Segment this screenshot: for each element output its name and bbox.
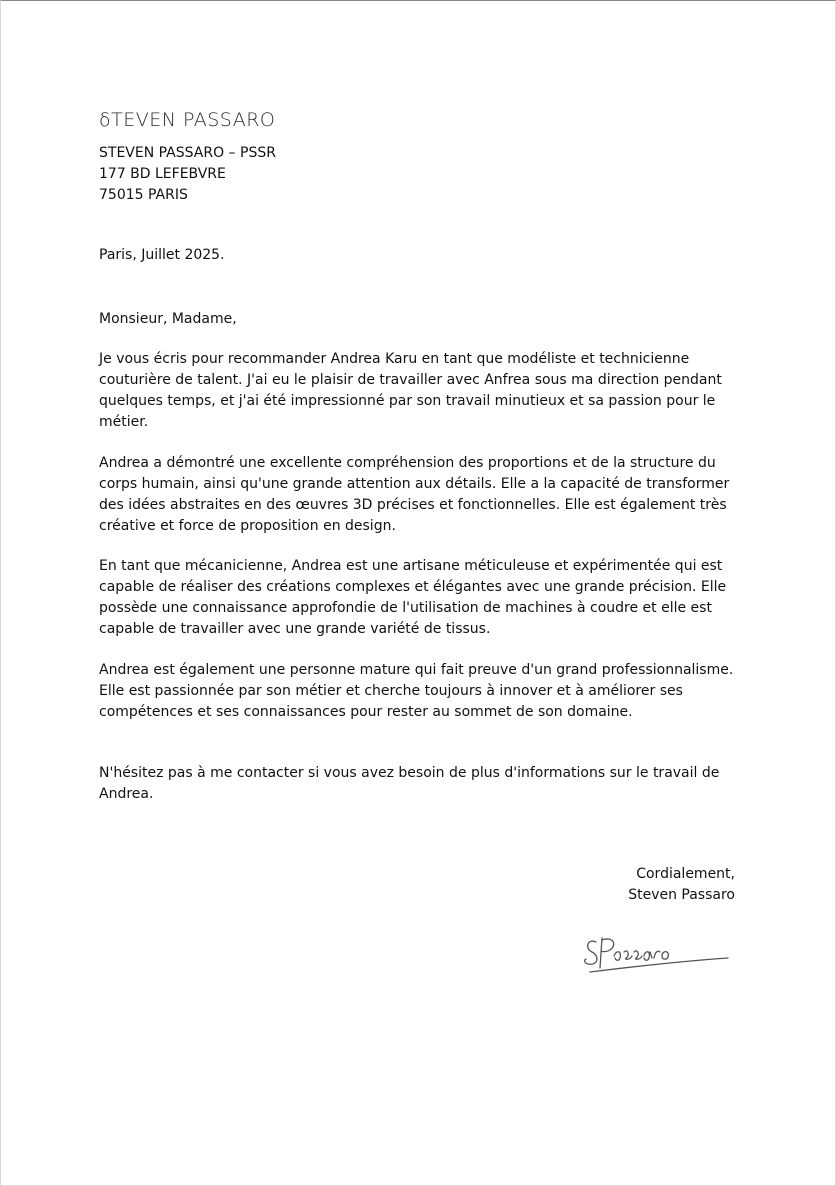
sender-city: 75015 PARIS (99, 187, 188, 203)
handwritten-signature-icon (582, 930, 732, 978)
salutation: Monsieur, Madame, (99, 311, 237, 327)
letterhead-brand: δTEVEN PASSARO (99, 109, 276, 131)
body-paragraph-5: N'hésitez pas à me contacter si vous avez besoin de plus d'informations sur le travail de Andrea. (99, 765, 720, 802)
letter-date: Paris, Juillet 2025. (99, 247, 225, 263)
body-paragraph-1: Je vous écris pour recommander Andrea Karu en tant que modéliste et technicienne couturière de talent. J'ai eu le plaisir de travailler avec Anfrea sous ma direction pendant quelques temps, et j'ai été impressionné par son travail minutieux et sa passion pour le métier. (99, 351, 722, 430)
body-paragraph-4: Andrea est également une personne mature qui fait preuve d'un grand professionnalisme. Elle est passionnée par son métier et cherche toujours à innover et à améliorer ses compétences et ses connaissances pour rester au sommet de son domaine. (99, 662, 734, 720)
sender-street: 177 BD LEFEBVRE (99, 166, 226, 182)
body-paragraph-2: Andrea a démontré une excellente compréhension des proportions et de la structure du corps humain, ainsi qu'une grande attention aux détails. Elle a la capacité de transformer des idées abstraites en des œuvres 3D précises et fonctionnelles. Elle est également très créative et force de proposition en design. (99, 455, 730, 534)
sender-name-line: STEVEN PASSARO – PSSR (99, 145, 276, 161)
sender-address (99, 143, 276, 206)
signer-name: Steven Passaro (628, 887, 735, 903)
body-paragraph-3: En tant que mécanicienne, Andrea est une artisane méticuleuse et expérimentée qui est capable de réaliser des créations complexes et élégantes avec une grande précision. Elle possède une connaissance approfondie de l'utilisation de machines à coudre et elle est capable de travailler avec une grande variété de tissus. (99, 558, 727, 637)
valediction: Cordialement, (636, 866, 735, 882)
closing-block (628, 864, 735, 906)
